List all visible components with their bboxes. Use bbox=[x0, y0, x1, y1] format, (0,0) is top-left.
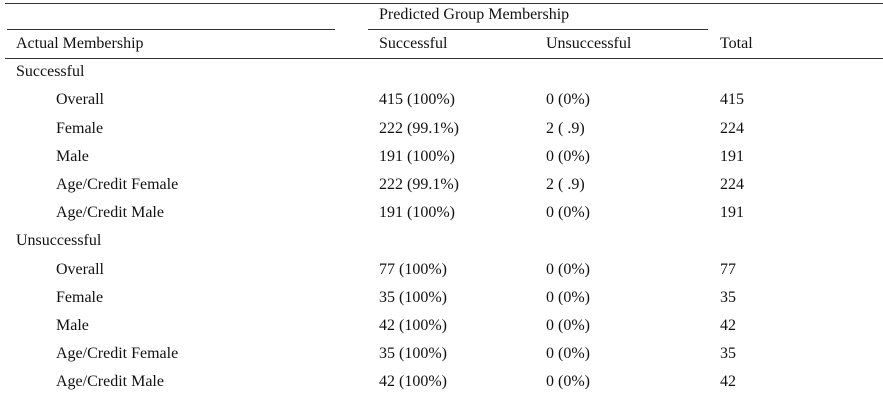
header-bottom-rule bbox=[5, 58, 883, 59]
total-cell: 42 bbox=[720, 373, 736, 390]
group-label-unsuccessful: Unsuccessful bbox=[16, 232, 102, 249]
row-label: Overall bbox=[56, 91, 104, 108]
row-label: Male bbox=[56, 148, 89, 165]
row-label: Age/Credit Female bbox=[56, 345, 179, 362]
row-label: Age/Credit Male bbox=[56, 204, 164, 221]
successful-cell: 42 (100%) bbox=[379, 317, 447, 334]
unsuccessful-cell: 0 (0%) bbox=[546, 289, 590, 306]
successful-cell: 191 (100%) bbox=[379, 204, 455, 221]
row-label: Male bbox=[56, 317, 89, 334]
unsuccessful-cell: 0 (0%) bbox=[546, 373, 590, 390]
total-cell: 191 bbox=[720, 148, 744, 165]
unsuccessful-cell: 0 (0%) bbox=[546, 91, 590, 108]
unsuccessful-cell: 0 (0%) bbox=[546, 204, 590, 221]
row-label: Overall bbox=[56, 261, 104, 278]
unsuccessful-column-header: Unsuccessful bbox=[546, 35, 632, 52]
successful-cell: 77 (100%) bbox=[379, 261, 447, 278]
total-cell: 77 bbox=[720, 261, 736, 278]
successful-cell: 35 (100%) bbox=[379, 345, 447, 362]
predicted-span-rule bbox=[368, 29, 708, 30]
group-label-successful: Successful bbox=[16, 63, 85, 80]
top-rule bbox=[5, 3, 883, 4]
total-cell: 191 bbox=[720, 204, 744, 221]
row-label: Female bbox=[56, 120, 104, 137]
successful-cell: 222 (99.1%) bbox=[379, 176, 459, 193]
unsuccessful-cell: 0 (0%) bbox=[546, 345, 590, 362]
total-cell: 224 bbox=[720, 120, 744, 137]
total-column-header: Total bbox=[720, 35, 753, 52]
total-cell: 35 bbox=[720, 289, 736, 306]
successful-cell: 222 (99.1%) bbox=[379, 120, 459, 137]
row-label: Age/Credit Female bbox=[56, 176, 179, 193]
unsuccessful-cell: 2 ( .9) bbox=[546, 176, 585, 193]
total-cell: 224 bbox=[720, 176, 744, 193]
successful-cell: 415 (100%) bbox=[379, 91, 455, 108]
successful-column-header: Successful bbox=[379, 35, 448, 52]
row-label: Female bbox=[56, 289, 104, 306]
successful-cell: 42 (100%) bbox=[379, 373, 447, 390]
total-cell: 35 bbox=[720, 345, 736, 362]
total-cell: 42 bbox=[720, 317, 736, 334]
actual-membership-header: Actual Membership bbox=[16, 35, 144, 52]
predicted-group-membership-header: Predicted Group Membership bbox=[379, 6, 570, 23]
total-cell: 415 bbox=[720, 91, 744, 108]
row-label: Age/Credit Male bbox=[56, 373, 164, 390]
unsuccessful-cell: 0 (0%) bbox=[546, 148, 590, 165]
unsuccessful-cell: 0 (0%) bbox=[546, 317, 590, 334]
successful-cell: 191 (100%) bbox=[379, 148, 455, 165]
successful-cell: 35 (100%) bbox=[379, 289, 447, 306]
unsuccessful-cell: 0 (0%) bbox=[546, 261, 590, 278]
actual-membership-rule bbox=[7, 29, 335, 30]
unsuccessful-cell: 2 ( .9) bbox=[546, 120, 585, 137]
